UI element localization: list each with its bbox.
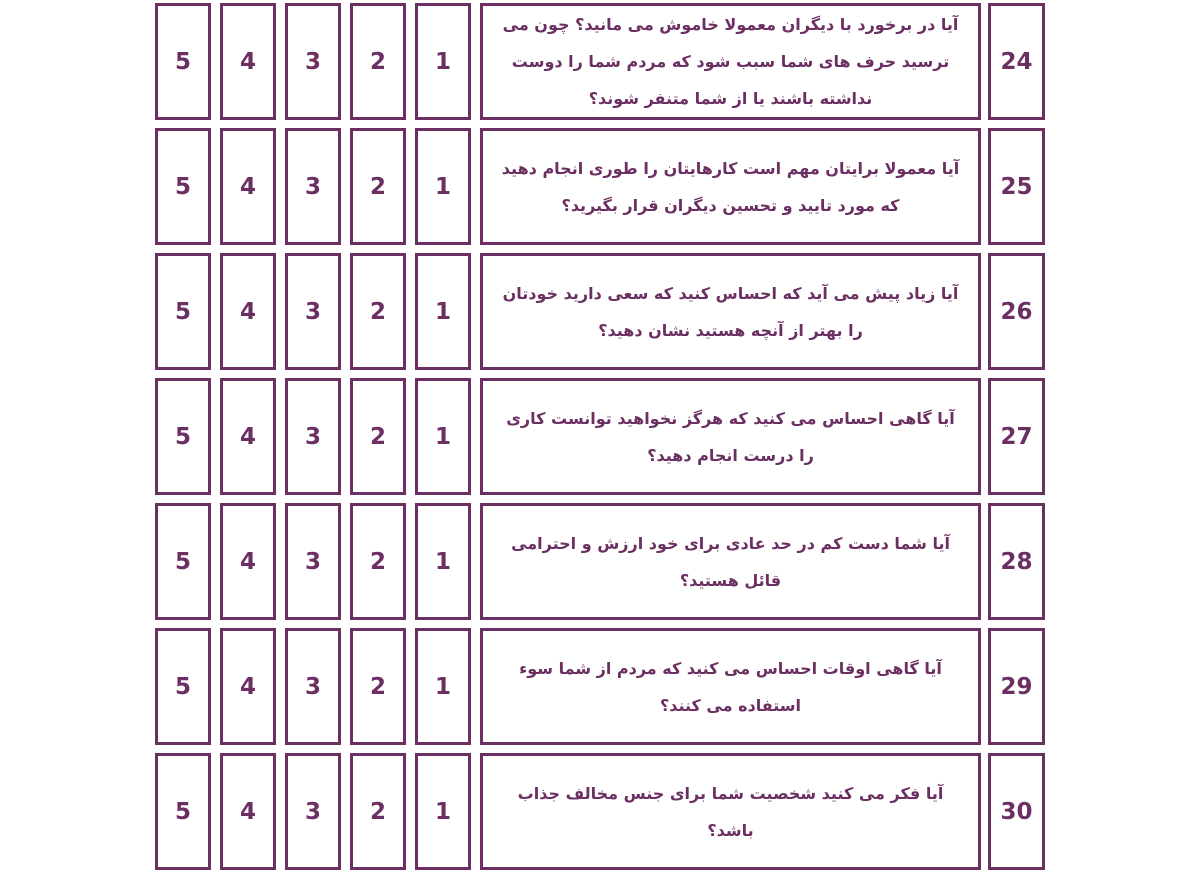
answer-option-3[interactable] bbox=[285, 503, 341, 620]
question-cell bbox=[480, 378, 981, 495]
question-cell bbox=[480, 128, 981, 245]
answer-option-5[interactable] bbox=[155, 128, 211, 245]
answer-option-1[interactable] bbox=[415, 128, 471, 245]
question-number-cell bbox=[988, 253, 1045, 370]
question-number: 28 bbox=[1000, 548, 1033, 575]
answer-option-label: 2 bbox=[369, 673, 386, 700]
answer-option-label: 1 bbox=[434, 298, 451, 325]
answer-option-3[interactable] bbox=[285, 628, 341, 745]
table-row bbox=[0, 128, 1200, 245]
question-number: 25 bbox=[1000, 173, 1033, 200]
answer-option-label: 2 bbox=[369, 298, 386, 325]
answer-option-label: 5 bbox=[174, 423, 191, 450]
answer-option-4[interactable] bbox=[220, 3, 276, 120]
answer-option-4[interactable] bbox=[220, 753, 276, 870]
answer-option-label: 2 bbox=[369, 798, 386, 825]
answer-option-label: 5 bbox=[174, 173, 191, 200]
answer-option-label: 1 bbox=[434, 673, 451, 700]
answer-option-label: 1 bbox=[434, 798, 451, 825]
answer-option-label: 3 bbox=[304, 548, 321, 575]
answer-option-label: 2 bbox=[369, 173, 386, 200]
question-text: آیا گاهی احساس می کنید که هرگز نخواهید توانست کاری را درست انجام دهید؟ bbox=[506, 408, 955, 465]
table-row bbox=[0, 628, 1200, 745]
answer-option-label: 4 bbox=[239, 298, 256, 325]
table-row bbox=[0, 753, 1200, 870]
answer-option-4[interactable] bbox=[220, 503, 276, 620]
table-row bbox=[0, 3, 1200, 120]
answer-option-4[interactable] bbox=[220, 378, 276, 495]
question-number-cell bbox=[988, 128, 1045, 245]
answer-option-label: 4 bbox=[239, 673, 256, 700]
answer-option-label: 2 bbox=[369, 548, 386, 575]
answer-option-3[interactable] bbox=[285, 3, 341, 120]
answer-option-1[interactable] bbox=[415, 253, 471, 370]
answer-option-3[interactable] bbox=[285, 128, 341, 245]
answer-option-5[interactable] bbox=[155, 3, 211, 120]
answer-option-2[interactable] bbox=[350, 628, 406, 745]
question-cell bbox=[480, 503, 981, 620]
question-text: آیا زیاد پیش می آید که احساس کنید که سعی دارید خودتان را بهتر از آنچه هستید نشان دهید؟ bbox=[502, 283, 959, 340]
answer-option-1[interactable] bbox=[415, 378, 471, 495]
answer-option-label: 2 bbox=[369, 423, 386, 450]
answer-option-label: 5 bbox=[174, 298, 191, 325]
answer-option-label: 4 bbox=[239, 548, 256, 575]
question-number-cell bbox=[988, 628, 1045, 745]
answer-option-2[interactable] bbox=[350, 503, 406, 620]
answer-option-2[interactable] bbox=[350, 753, 406, 870]
answer-option-2[interactable] bbox=[350, 3, 406, 120]
question-number-cell bbox=[988, 378, 1045, 495]
answer-option-5[interactable] bbox=[155, 753, 211, 870]
question-number-cell bbox=[988, 753, 1045, 870]
table-row bbox=[0, 253, 1200, 370]
table-row bbox=[0, 378, 1200, 495]
answer-option-label: 3 bbox=[304, 423, 321, 450]
answer-option-label: 4 bbox=[239, 173, 256, 200]
answer-option-label: 1 bbox=[434, 173, 451, 200]
answer-option-5[interactable] bbox=[155, 628, 211, 745]
answer-option-4[interactable] bbox=[220, 628, 276, 745]
question-number: 30 bbox=[1000, 798, 1033, 825]
answer-option-1[interactable] bbox=[415, 628, 471, 745]
answer-option-3[interactable] bbox=[285, 378, 341, 495]
answer-option-3[interactable] bbox=[285, 753, 341, 870]
question-text: آیا در برخورد با دیگران معمولا خاموش می مانید؟ چون می ترسید حرف های شما سبب شود که مردم شما را دوست نداشته باشند یا از شما متنفر شوند؟ bbox=[502, 15, 959, 108]
question-number: 26 bbox=[1000, 298, 1033, 325]
answer-option-2[interactable] bbox=[350, 378, 406, 495]
question-cell bbox=[480, 753, 981, 870]
answer-option-label: 4 bbox=[239, 48, 256, 75]
question-text: آیا فکر می کنید شخصیت شما برای جنس مخالف جذاب باشد؟ bbox=[517, 783, 944, 840]
answer-option-label: 4 bbox=[239, 423, 256, 450]
answer-option-5[interactable] bbox=[155, 253, 211, 370]
answer-option-label: 3 bbox=[304, 298, 321, 325]
question-text: آیا شما دست کم در حد عادی برای خود ارزش و احترامی قائل هستید؟ bbox=[511, 533, 950, 590]
answer-option-1[interactable] bbox=[415, 3, 471, 120]
answer-option-4[interactable] bbox=[220, 128, 276, 245]
question-number-cell bbox=[988, 3, 1045, 120]
answer-option-label: 1 bbox=[434, 548, 451, 575]
answer-option-2[interactable] bbox=[350, 128, 406, 245]
answer-option-4[interactable] bbox=[220, 253, 276, 370]
question-text: آیا معمولا برایتان مهم است کارهایتان را طوری انجام دهید که مورد تایید و تحسین دیگران قرار بگیرید؟ bbox=[501, 158, 960, 215]
table-row bbox=[0, 503, 1200, 620]
answer-option-label: 5 bbox=[174, 548, 191, 575]
question-number: 29 bbox=[1000, 673, 1033, 700]
question-cell bbox=[480, 253, 981, 370]
question-number-cell bbox=[988, 503, 1045, 620]
answer-option-label: 5 bbox=[174, 798, 191, 825]
answer-option-5[interactable] bbox=[155, 503, 211, 620]
answer-option-1[interactable] bbox=[415, 753, 471, 870]
question-cell bbox=[480, 628, 981, 745]
answer-option-1[interactable] bbox=[415, 503, 471, 620]
answer-option-5[interactable] bbox=[155, 378, 211, 495]
question-cell bbox=[480, 3, 981, 120]
question-number: 27 bbox=[1000, 423, 1033, 450]
answer-option-label: 2 bbox=[369, 48, 386, 75]
answer-option-label: 3 bbox=[304, 673, 321, 700]
answer-option-label: 5 bbox=[174, 48, 191, 75]
answer-option-label: 3 bbox=[304, 798, 321, 825]
answer-option-label: 1 bbox=[434, 423, 451, 450]
question-text: آیا گاهی اوقات احساس می کنید که مردم از شما سوء استفاده می کنند؟ bbox=[519, 658, 942, 715]
question-number: 24 bbox=[1000, 48, 1033, 75]
answer-option-3[interactable] bbox=[285, 253, 341, 370]
answer-option-label: 3 bbox=[304, 48, 321, 75]
answer-option-label: 4 bbox=[239, 798, 256, 825]
answer-option-label: 5 bbox=[174, 673, 191, 700]
answer-option-2[interactable] bbox=[350, 253, 406, 370]
answer-option-label: 1 bbox=[434, 48, 451, 75]
answer-option-label: 3 bbox=[304, 173, 321, 200]
